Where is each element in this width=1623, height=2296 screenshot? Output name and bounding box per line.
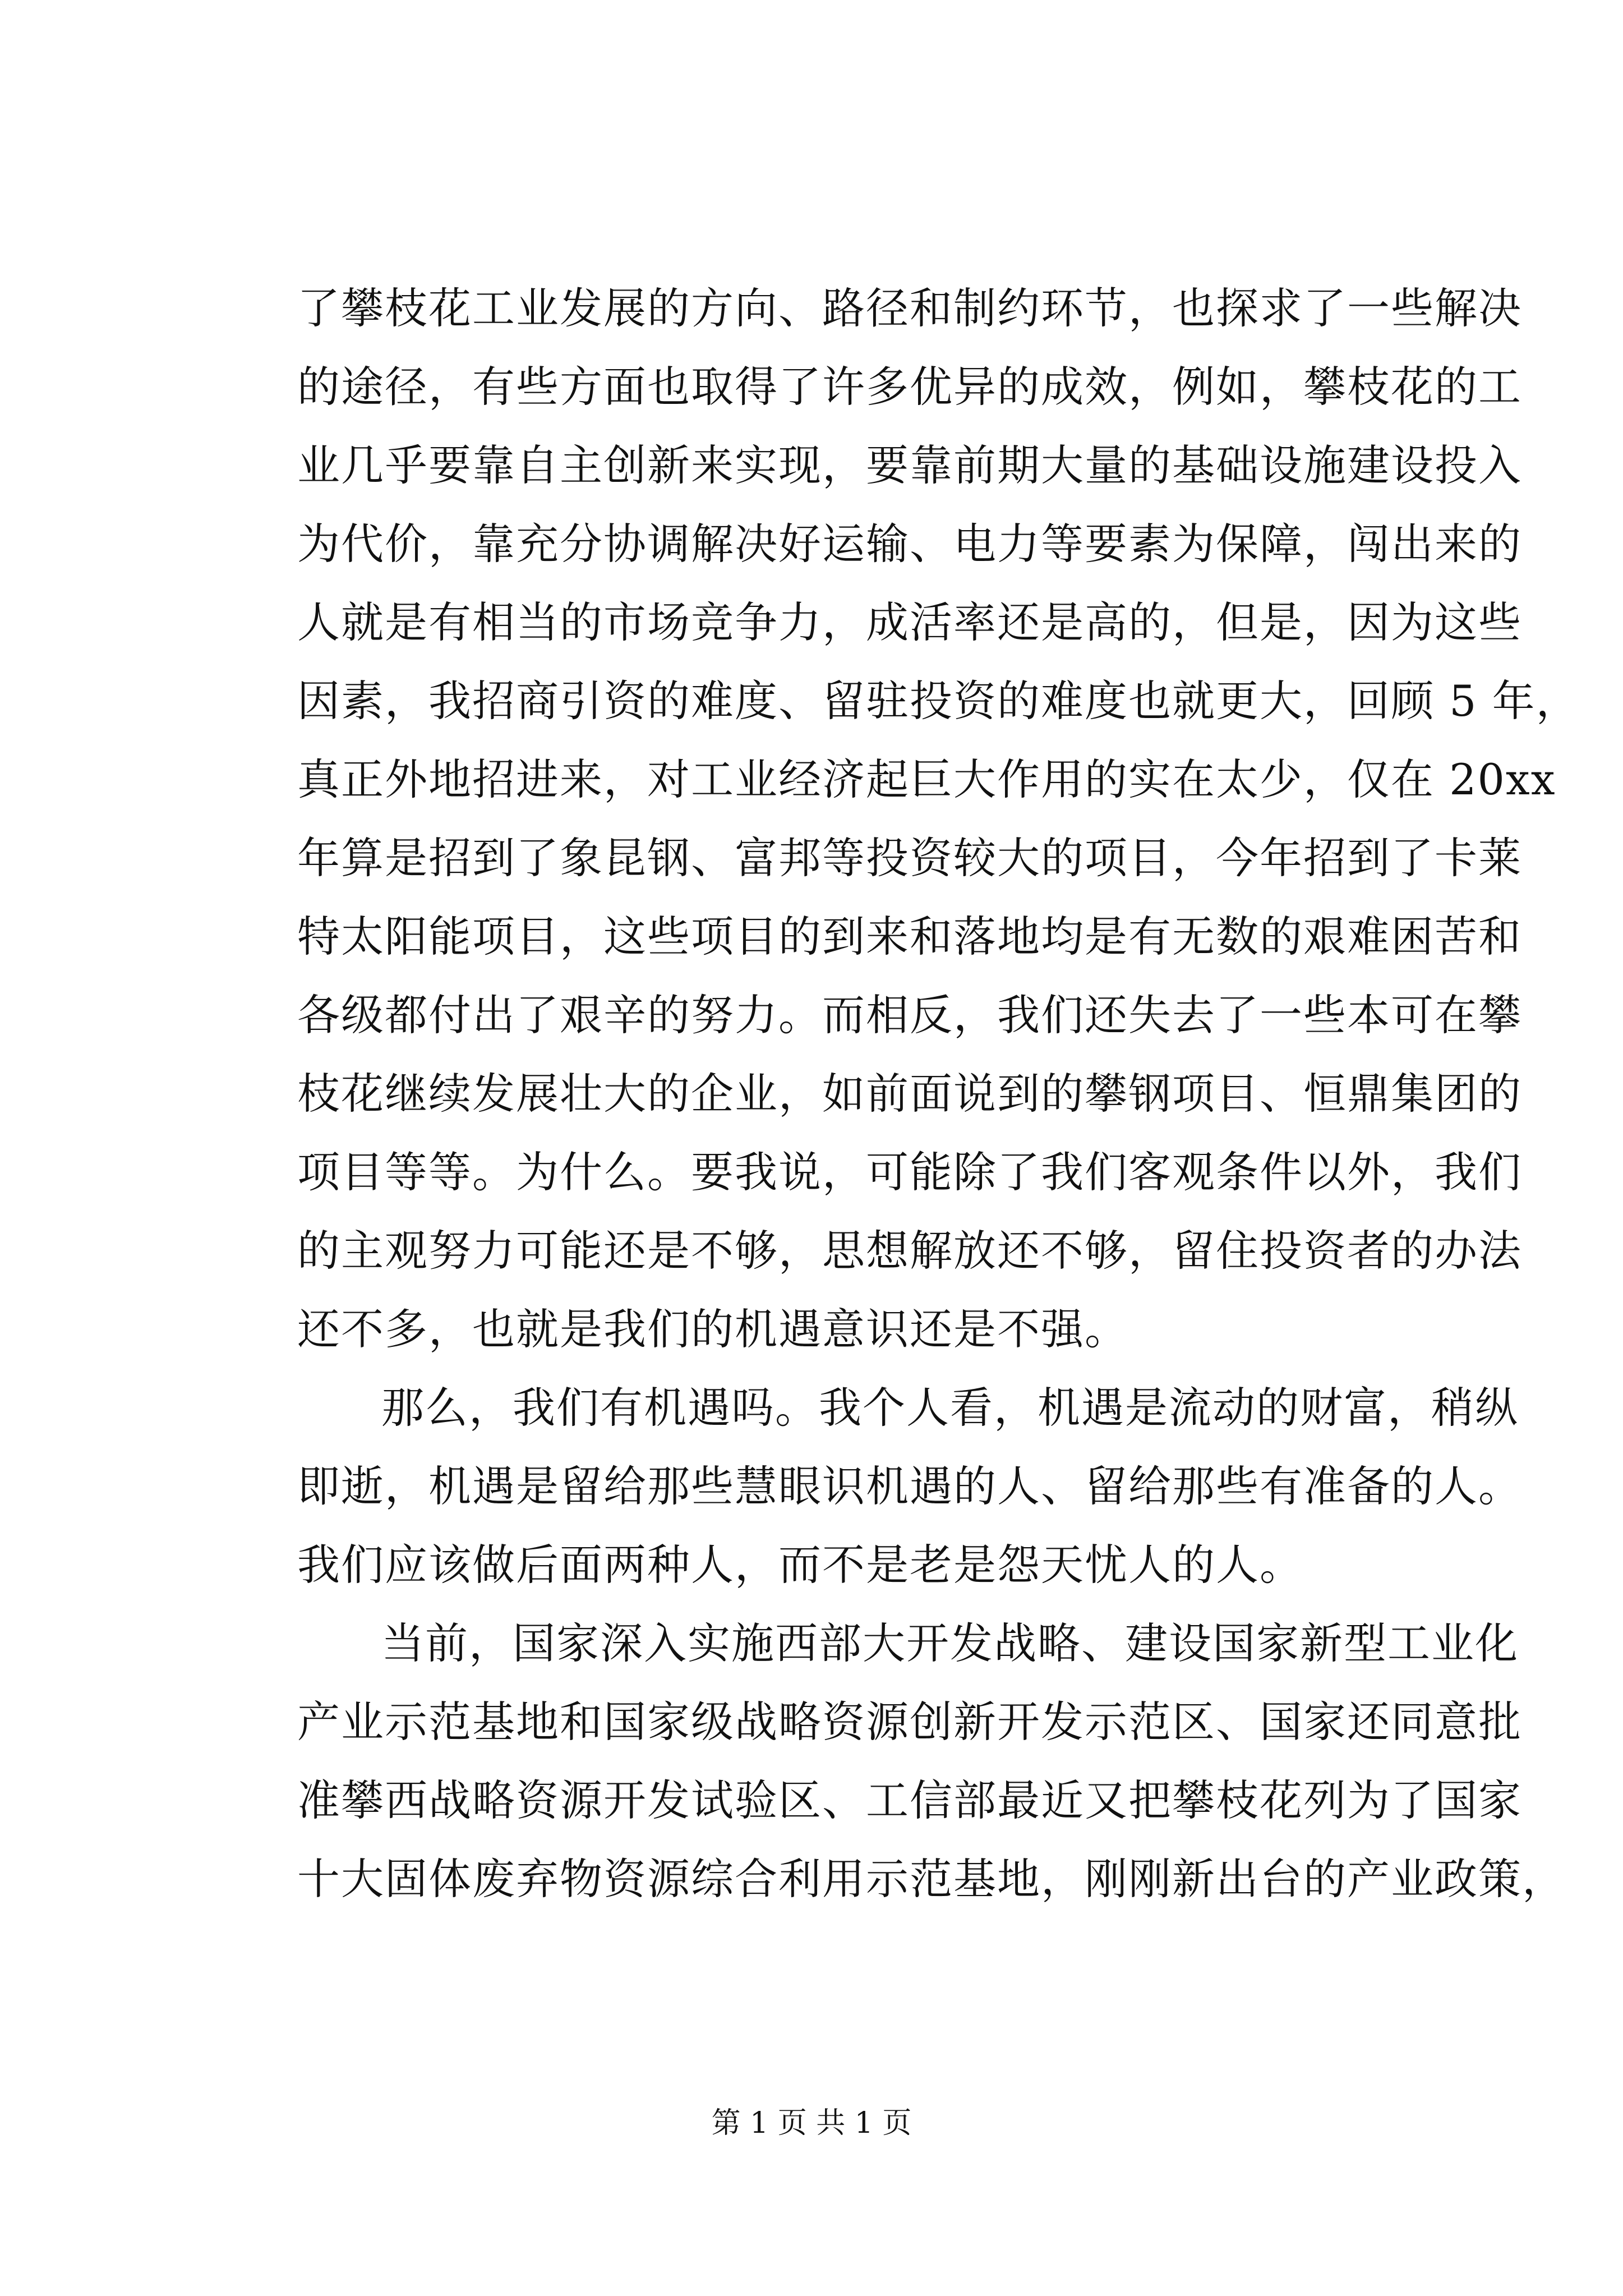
page-number: 第 1 页 共 1 页 (711, 2106, 912, 2140)
text-line: 准攀西战略资源开发试验区、工信部最近又把攀枝花列为了国家 (297, 1775, 1522, 1825)
text-line: 特太阳能项目，这些项目的到来和落地均是有无数的艰难困苦和 (297, 912, 1522, 961)
text-line: 因素，我招商引资的难度、留驻投资的难度也就更大，回顾 5 年， (297, 676, 1580, 726)
paragraph-first-line: 那么，我们有机遇吗。我个人看，机遇是流动的财富，稍纵 (381, 1383, 1519, 1433)
text-line: 了攀枝花工业发展的方向、路径和制约环节，也探求了一些解决 (297, 283, 1522, 333)
text-line: 十大固体废弃物资源综合利用示范基地，刚刚新出台的产业政策， (297, 1854, 1566, 1904)
paragraph-first-line: 当前，国家深入实施西部大开发战略、建设国家新型工业化 (381, 1618, 1519, 1668)
text-line: 产业示范基地和国家级战略资源创新开发示范区、国家还同意批 (297, 1697, 1522, 1747)
text-line: 枝花继续发展壮大的企业，如前面说到的攀钢项目、恒鼎集团的 (297, 1069, 1522, 1119)
text-line: 还不多，也就是我们的机遇意识还是不强。 (297, 1304, 1128, 1354)
text-line: 为代价，靠充分协调解决好运输、电力等要素为保障，闯出来的 (297, 519, 1522, 569)
text-line: 人就是有相当的市场竞争力，成活率还是高的，但是，因为这些 (297, 597, 1522, 647)
text-line: 业几乎要靠自主创新来实现，要靠前期大量的基础设施建设投入 (297, 440, 1522, 490)
text-line: 的途径，有些方面也取得了许多优异的成效，例如，攀枝花的工 (297, 362, 1522, 412)
text-line: 真正外地招进来，对工业经济起巨大作用的实在太少，仅在 20xx (297, 754, 1556, 804)
text-line: 即逝，机遇是留给那些慧眼识机遇的人、留给那些有准备的人。 (297, 1461, 1522, 1511)
text-line: 我们应该做后面两种人，而不是老是怨天忧人的人。 (297, 1540, 1303, 1590)
text-line: 年算是招到了象昆钢、富邦等投资较大的项目，今年招到了卡莱 (297, 833, 1522, 883)
text-line: 项目等等。为什么。要我说，可能除了我们客观条件以外，我们 (297, 1147, 1522, 1197)
body-text (297, 269, 1580, 1918)
text-line: 的主观努力可能还是不够，思想解放还不够，留住投资者的办法 (297, 1226, 1522, 1276)
page-footer (0, 2104, 1623, 2143)
text-line: 各级都付出了艰辛的努力。而相反，我们还失去了一些本可在攀 (297, 990, 1522, 1040)
